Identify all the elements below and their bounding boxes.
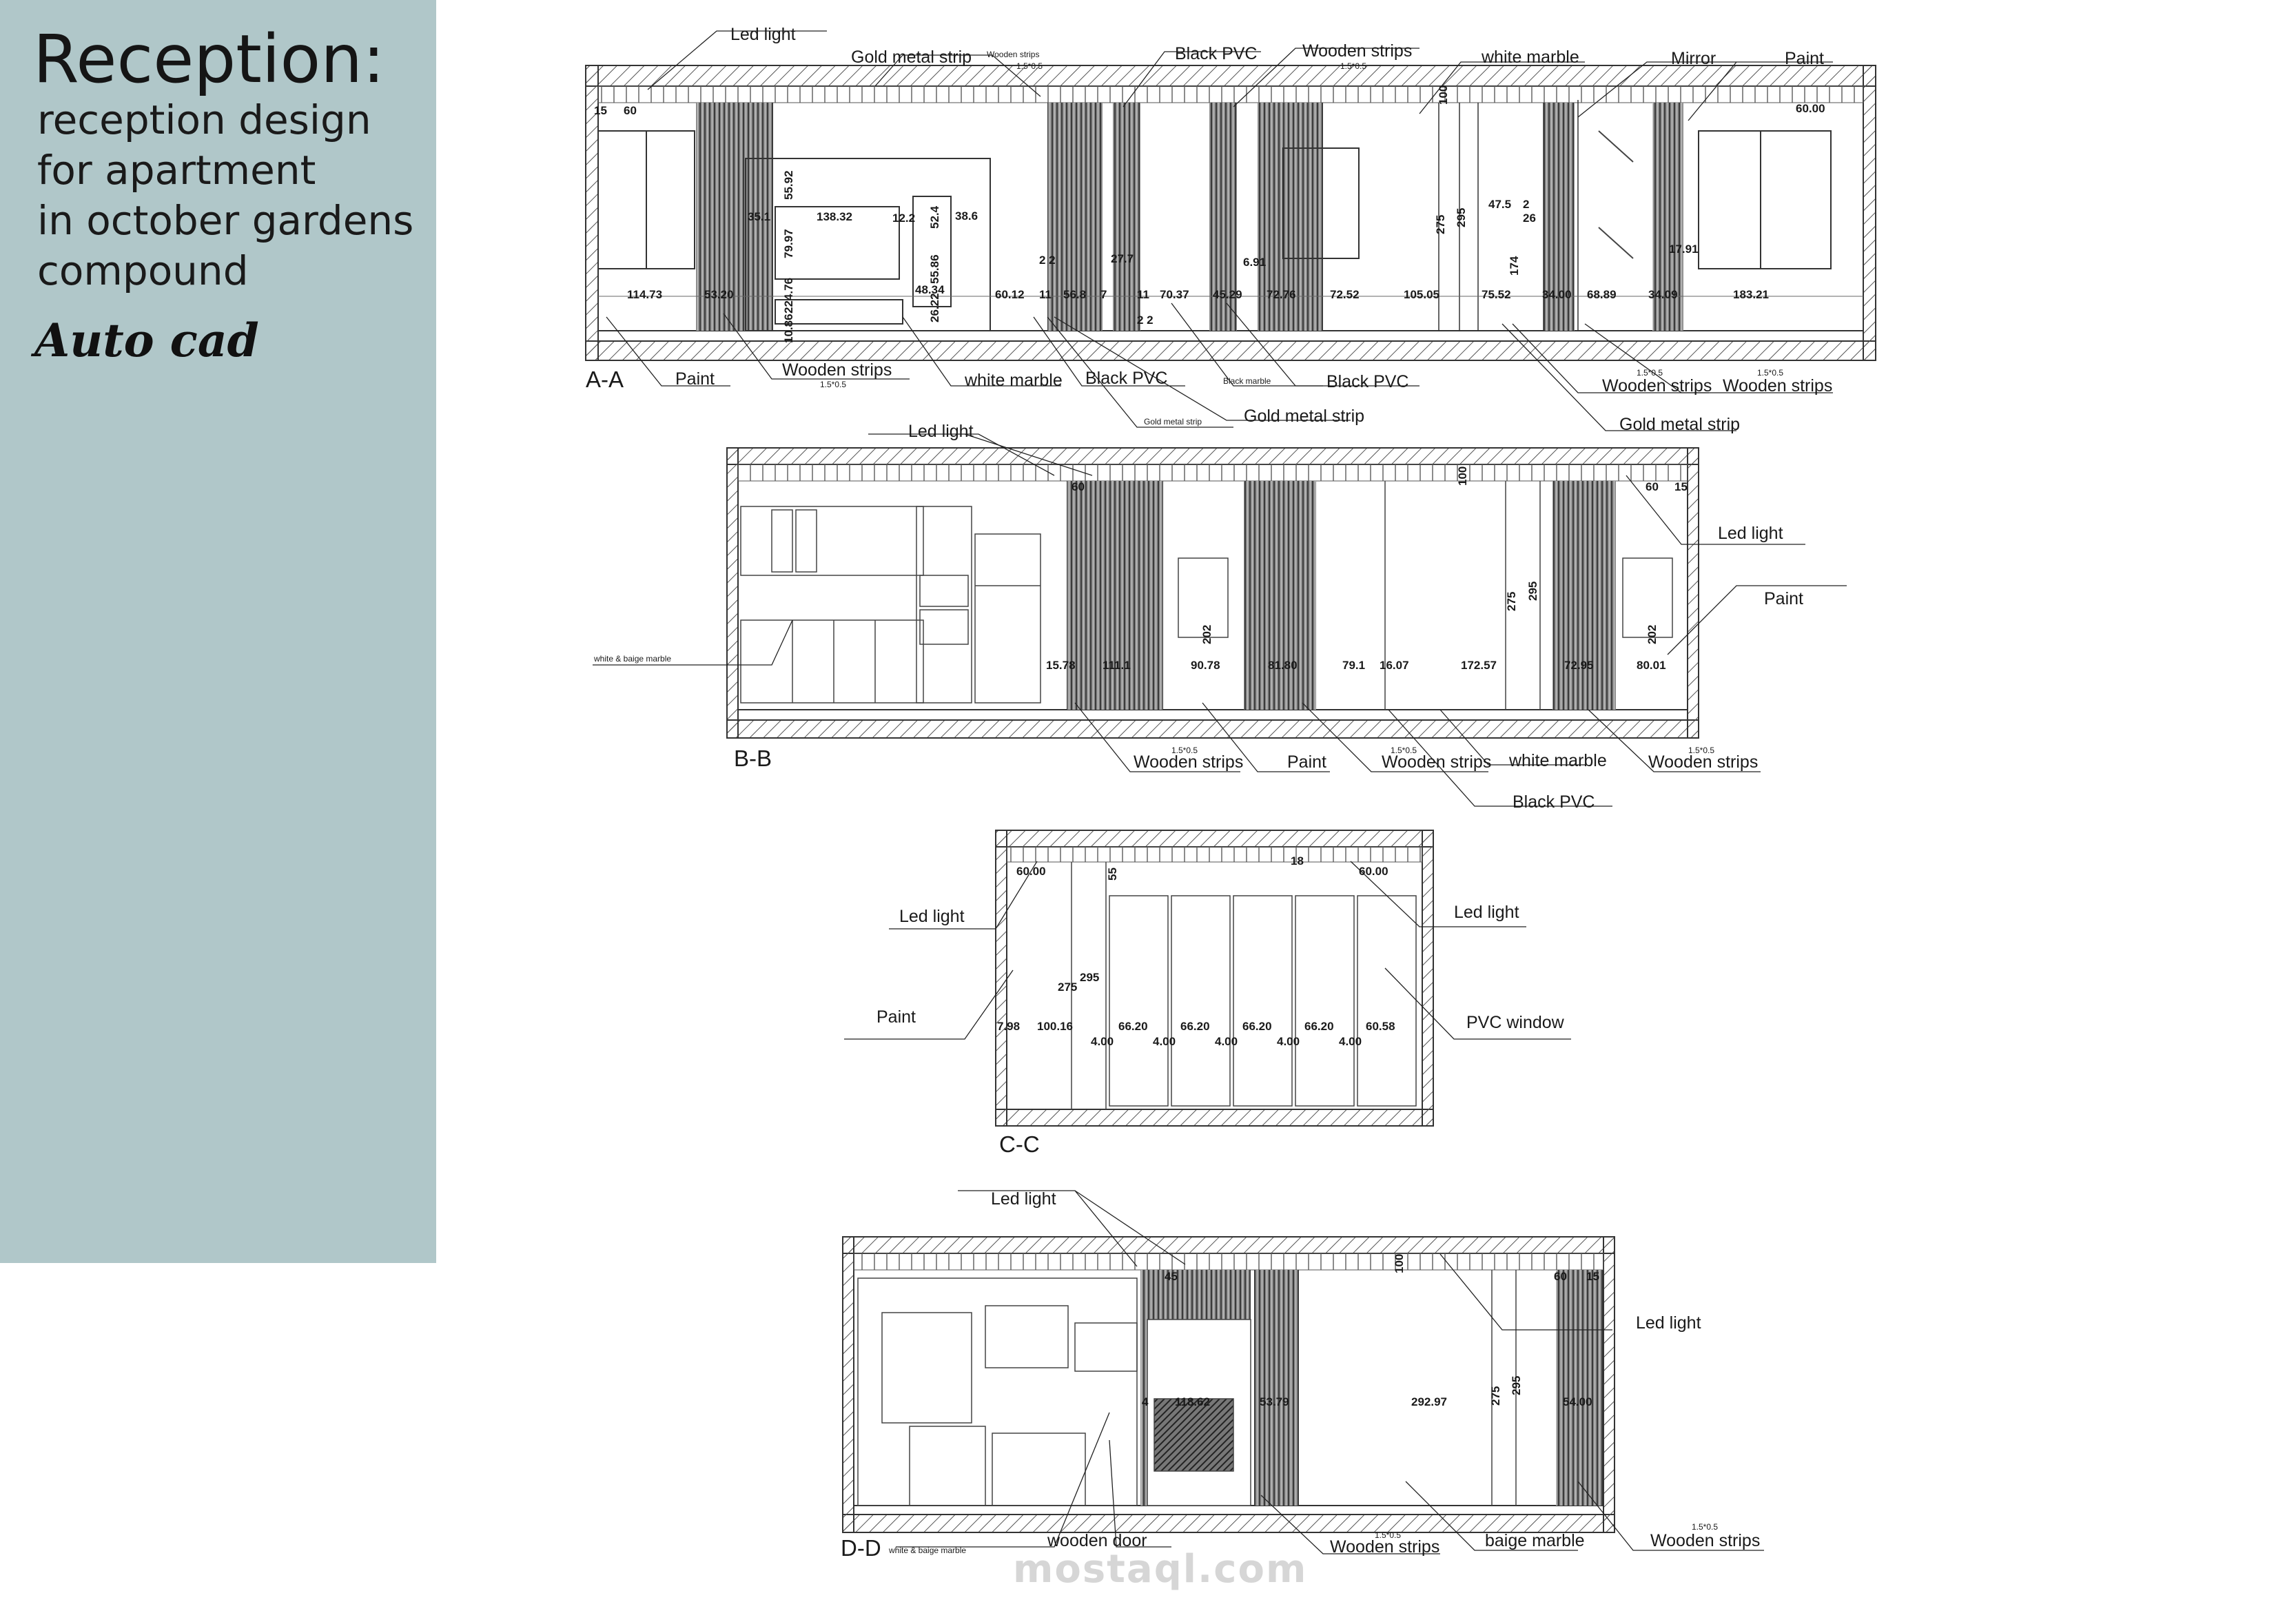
label: Black PVC [1326,372,1409,391]
label: white & baige marble [594,654,672,664]
dimension: 60.00 [1016,865,1046,878]
dimension: 202 [1200,624,1213,644]
dimension: 295 [1526,581,1539,601]
description-line: in october gardens [37,197,414,244]
label: 1.5*0.5 [1692,1522,1719,1532]
dimension: 15 [1586,1270,1599,1283]
label: white & baige marble [889,1546,967,1555]
watermark: mostaql.com [1013,1547,1308,1592]
dimension: 2 2 [1039,254,1056,267]
dimension: 100 [1393,1253,1406,1273]
dimension: 66.20 [1180,1020,1210,1033]
description-line: compound [37,247,249,294]
dimension: 295 [1510,1375,1523,1395]
dimension: 54.00 [1563,1395,1592,1408]
dimension: 275 [1489,1386,1502,1406]
label: Black marble [1223,376,1271,386]
dimension: 56.8 [1063,288,1087,301]
label: wooden door [1047,1531,1147,1550]
dimension: 2 [1523,198,1530,211]
dimension: 34.09 [1648,288,1678,301]
dimension: 26 [1523,212,1536,225]
dimension: 100.16 [1037,1020,1073,1033]
dimension: 90.78 [1191,659,1220,672]
label: Black PVC [1175,44,1258,63]
label: Wooden strips [987,50,1040,59]
dimension: 18 [1291,854,1304,868]
dimension: 72.95 [1564,659,1594,672]
dimension: 45.29 [1213,288,1242,301]
dimension: 11 [1039,288,1052,301]
label: white marble [965,371,1063,390]
label: Gold metal strip [1244,407,1365,426]
label: 1.5*0.5 [1375,1530,1402,1540]
dimension: 4.00 [1339,1035,1362,1048]
dimension: 11 [1137,288,1149,301]
label: white marble [1482,48,1579,67]
section-title: A-A [586,367,624,392]
dimension: 60.58 [1366,1020,1395,1033]
description-line: reception design [37,96,371,143]
dimension: 81.80 [1268,659,1298,672]
dimension: 60.00 [1359,865,1388,878]
dimension: 72.52 [1330,288,1360,301]
dimension: 6.91 [1243,256,1267,269]
dimension: 15.78 [1046,659,1076,672]
dimension: 275 [1058,981,1078,994]
dimension: 174 [1508,256,1521,276]
dimension: 100 [1456,466,1469,486]
page-title: Reception: [33,21,385,98]
dimension: 55 [1106,868,1119,881]
section-d-d [841,1189,1764,1561]
label: Led light [908,422,974,441]
dimension: 4.00 [1091,1035,1114,1048]
description-line: for apartment [37,147,316,194]
dimension: 68.89 [1587,288,1617,301]
label: Gold metal strip [851,48,972,67]
label: Paint [1287,752,1326,772]
label: Wooden strips [1302,41,1413,61]
label: Paint [1764,589,1803,608]
label: Wooden strips [1602,376,1712,396]
label: baige marble [1485,1531,1585,1550]
dimension: 10.86 [782,314,795,343]
section-title: B-B [734,746,772,771]
section-c-c [844,830,1571,1157]
dimension: 16.07 [1380,659,1409,672]
dimension: 15 [594,104,607,117]
label: white marble [1509,751,1607,770]
dimension: 172.57 [1461,659,1497,672]
label: Wooden strips [1648,752,1759,772]
dimension: 138.32 [817,210,852,223]
dimension: 60.12 [995,288,1025,301]
label: Wooden strips [1134,752,1244,772]
dimension: 35.1 [748,210,771,223]
dimension: 72.76 [1267,288,1296,301]
dimension: 70.37 [1160,288,1189,301]
label: Led light [1636,1313,1701,1333]
dimension: 66.20 [1118,1020,1148,1033]
label: Mirror [1671,49,1716,68]
label: 1.5*0.5 [1637,368,1663,378]
dimension: 26.22 [928,293,941,322]
dimension: 48.34 [915,283,945,296]
label: Paint [675,369,715,389]
dimension: 224.76 [782,278,795,314]
dimension: 105.05 [1404,288,1439,301]
dimension: 52.4 [928,205,941,229]
dimension: 38.6 [955,209,978,223]
dimension: 275 [1434,214,1447,234]
dimension: 60.00 [1796,102,1825,115]
dimension: 60 [1554,1270,1567,1283]
dimension: 60 [1646,480,1659,493]
dimension: 53.79 [1260,1395,1289,1408]
label: Led light [1718,524,1783,543]
label: Led light [730,25,796,44]
label: Wooden strips [1723,376,1833,396]
dimension: 118.62 [1175,1395,1211,1408]
dimension: 2 2 [1137,314,1154,327]
dimension: 275 [1505,591,1518,611]
label: Wooden strips [782,360,892,380]
dimension: 47.5 [1488,198,1512,211]
label: Black PVC [1085,369,1168,388]
label: Led light [899,907,965,926]
dimension: 295 [1080,971,1100,984]
dimension: 17.91 [1669,243,1699,256]
dimension: 66.20 [1242,1020,1272,1033]
dimension: 34.00 [1542,288,1572,301]
section-a-a [586,25,1876,434]
dimension: 202 [1646,624,1659,644]
dimension: 66.20 [1304,1020,1334,1033]
label: Wooden strips [1330,1537,1440,1557]
dimension: 55.92 [782,170,795,200]
dimension: 4.00 [1215,1035,1238,1048]
label: Led light [1454,903,1519,922]
label: Wooden strips [1382,752,1492,772]
label: 1.5*0.5 [1391,746,1417,755]
dimension: 79.97 [782,229,795,258]
label: Paint [1785,49,1824,68]
dimension: 15 [1674,480,1688,493]
dimension: 295 [1455,207,1468,227]
section-b-b [593,422,1847,812]
dimension: 100 [1437,85,1450,105]
dimension: 55.86 [928,254,941,284]
label: PVC window [1466,1013,1564,1032]
label: Gold metal strip [1619,415,1741,434]
dimension: 12.2 [892,212,916,225]
label: 1.5*0.5 [1171,746,1198,755]
section-title: C-C [999,1131,1040,1157]
dimension: 292.97 [1411,1395,1447,1408]
label: Wooden strips [1650,1531,1761,1550]
dimension: 114.73 [627,288,663,301]
label: Paint [877,1007,916,1027]
dimension: 60 [1072,480,1085,493]
label: Gold metal strip [1144,417,1202,427]
dimension: 79.1 [1342,659,1366,672]
dimension: 183.21 [1733,288,1769,301]
dimension: 7.98 [997,1020,1021,1033]
label: 1.5*0.5 [1757,368,1784,378]
dimension: 53.20 [704,288,734,301]
dimension: 60 [624,104,637,117]
section-title: D-D [841,1535,881,1561]
dimension: 4.00 [1153,1035,1176,1048]
label: 1.5*0.5 [820,380,847,389]
dimension: 75.52 [1482,288,1511,301]
dimension: 4 [1142,1395,1149,1408]
dimension: 4.00 [1277,1035,1300,1048]
label: 1.5*0.5 [1688,746,1715,755]
dimension: 7 [1100,288,1107,301]
label: 1.5*0.5 [1016,61,1043,71]
label: Led light [991,1189,1056,1209]
label: Black PVC [1513,792,1595,812]
dimension: 111.1 [1103,659,1131,672]
dimension: 27.7 [1111,252,1134,265]
label: 1.5*0.5 [1340,61,1367,71]
dimension: 80.01 [1637,659,1666,672]
dimension: 45 [1165,1270,1178,1283]
software-label: Auto cad [34,314,259,367]
